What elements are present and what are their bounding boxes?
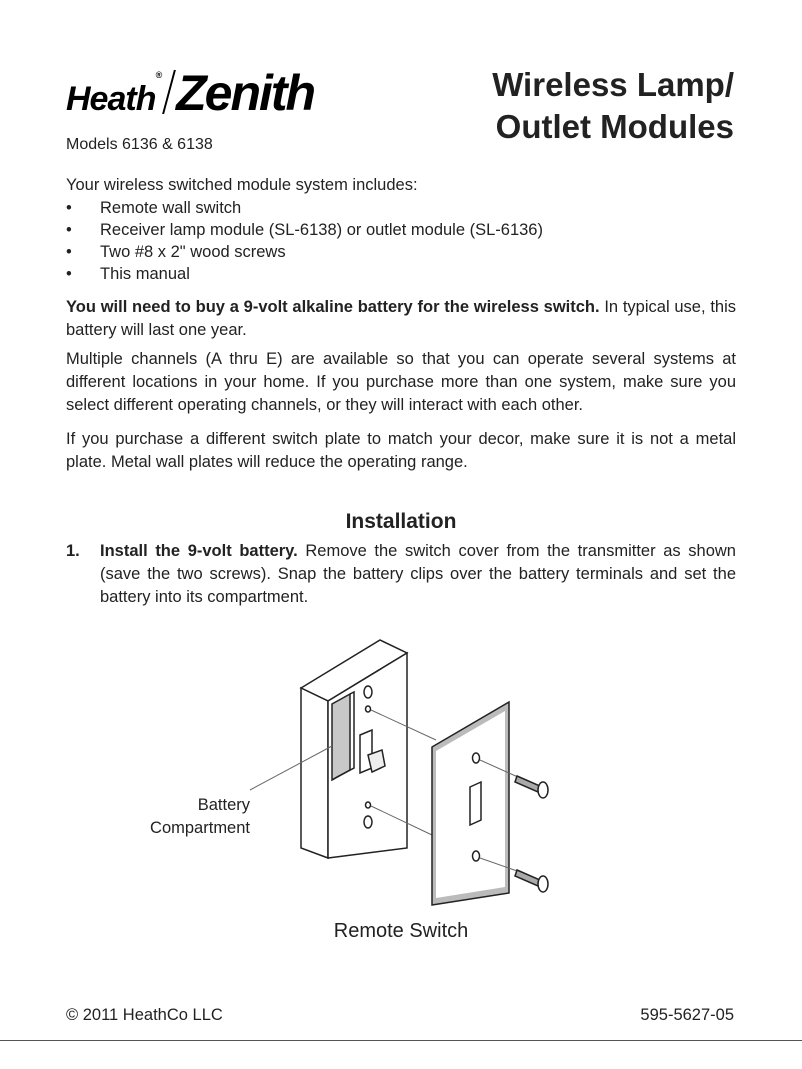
screw-icon: [515, 870, 548, 892]
item-text: Two #8 x 2" wood screws: [100, 243, 286, 261]
item-text: Receiver lamp module (SL-6138) or outlet module (SL-6136): [100, 221, 543, 239]
intro-text: Your wireless switched module system includes:: [66, 176, 418, 194]
diagram-caption: Remote Switch: [333, 920, 469, 942]
copyright: © 2011 HeathCo LLC: [66, 1006, 223, 1024]
bullet: •: [66, 221, 72, 239]
plate-paragraph: If you purchase a different switch plate to match your decor, make sure it is not a metal plate. Metal wall plates will reduce the operating range.: [66, 430, 736, 471]
logo-heath: Heath: [66, 80, 156, 118]
footer-rule: [0, 1040, 802, 1041]
registered-mark: ®: [155, 70, 163, 80]
part-number: 595-5627-05: [640, 1006, 734, 1024]
switch-plate: [432, 702, 509, 905]
battery-compartment: [332, 694, 350, 780]
models-text: Models 6136 & 6138: [66, 136, 213, 153]
step-text: Remove the switch cover from the transmitter as shown (save the two screws). Snap the battery clips over the battery terminals and set the battery into its compartment.: [100, 542, 736, 606]
label-line1: Battery: [197, 796, 250, 814]
logo-slash: [162, 70, 176, 114]
switch-box: [301, 640, 407, 858]
includes-section: [66, 174, 736, 285]
page-title: [492, 64, 734, 148]
channels-paragraph: Multiple channels (A thru E) are available so that you can operate several systems at different locations in your home. If you purchase more than one system, make sure you select different operating channels, or they will interact with each other.: [66, 350, 736, 414]
title-line1: Wireless Lamp/: [492, 66, 734, 103]
bullet: •: [66, 265, 72, 283]
item-text: Remote wall switch: [100, 199, 242, 217]
bullet: •: [66, 199, 72, 217]
battery-note: [66, 296, 736, 342]
battery-compartment-label: [120, 794, 250, 840]
remote-switch-diagram: [0, 620, 802, 920]
item-text: This manual: [100, 265, 190, 283]
label-line2: Compartment: [150, 819, 250, 837]
installation-heading: Installation: [345, 510, 457, 533]
step-bold: Install the 9-volt battery.: [100, 542, 298, 560]
includes-list: [66, 197, 736, 285]
list-item: [66, 241, 736, 263]
list-item: [66, 197, 736, 219]
step-1: [66, 540, 736, 609]
list-item: [66, 219, 736, 241]
title-line2: Outlet Modules: [495, 108, 734, 145]
heath-zenith-logo: [66, 64, 314, 122]
screw-icon: [515, 776, 548, 798]
bullet: •: [66, 243, 72, 261]
list-item: [66, 263, 736, 285]
battery-note-rest: In typical use, this battery will last one year.: [66, 298, 736, 339]
step-body: [100, 540, 736, 609]
logo-zenith: Zenith: [176, 65, 315, 121]
battery-note-bold: You will need to buy a 9-volt alkaline battery for the wireless switch.: [66, 298, 600, 316]
step-number: 1.: [66, 542, 80, 560]
